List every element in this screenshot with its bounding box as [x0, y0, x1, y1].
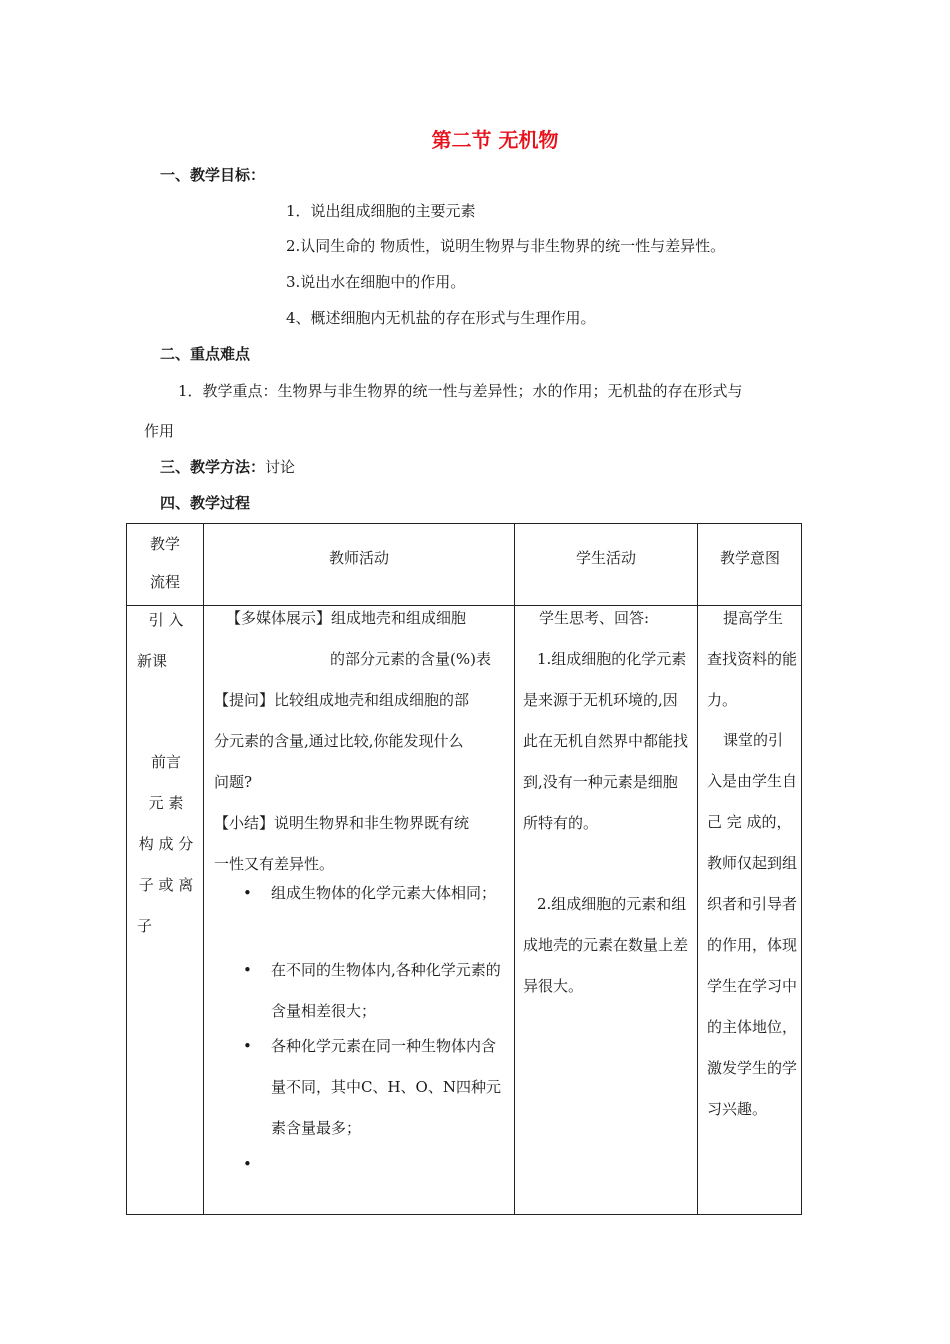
objective-item: 4、概述细胞内无机盐的存在形式与生理作用。 — [286, 309, 596, 327]
objective-item: 3.说出水在细胞中的作用。 — [286, 273, 466, 291]
header-teacher-activity: 教师活动 — [328, 549, 389, 567]
bullet-icon: • — [243, 961, 252, 979]
flow-label: 子 或 离 — [138, 876, 194, 894]
section-3-label: 三、教学方法： — [160, 458, 266, 476]
teacher-text: 【多媒体展示】组成地壳和组成细胞 — [226, 609, 467, 627]
intent-text-2: 课堂的引入是由学生自 己 完 成的，教师仅起到组织者和引导者的作用，体现学生在学习中的主体地位，激发学生的学习兴趣。 — [707, 731, 798, 1118]
student-answer-1: 1.组成细胞的化学元素是来源于无机环境的,因此在无机自然界中都能找到,没有一种元素是细胞所特有的。 — [523, 650, 689, 832]
header-student-activity: 学生活动 — [575, 549, 636, 567]
header-flow-line1: 教学 — [149, 535, 180, 553]
header-teaching-intent: 教学意图 — [719, 549, 780, 567]
bullet-icon: • — [243, 1037, 252, 1055]
flow-label: 元 素 — [148, 794, 184, 812]
bullet-text: 在不同的生物体内,各种化学元素的含量相差很大； — [271, 961, 501, 1020]
intent-text-1: 提高学生查找资料的能力。 — [707, 609, 798, 709]
section-2-heading: 二、重点难点 — [160, 345, 251, 363]
header-flow-line2: 流程 — [149, 573, 180, 591]
teacher-text: 分元素的含量,通过比较,你能发现什么 — [214, 732, 464, 750]
column-divider — [514, 524, 515, 1214]
section-4-heading: 四、教学过程 — [160, 494, 251, 512]
flow-label: 子 — [137, 917, 153, 935]
page-title: 第二节 无机物 — [431, 128, 559, 152]
teacher-text: 一性又有差异性。 — [214, 855, 335, 873]
key-points-line: 作用 — [144, 422, 175, 440]
section-1-heading: 一、教学目标： — [160, 166, 266, 184]
key-points-line: 1．教学重点：生物界与非生物界的统一性与差异性；水的作用；无机盐的存在形式与 — [178, 382, 743, 400]
teacher-text: 【提问】比较组成地壳和组成细胞的部 — [214, 691, 470, 709]
bullet-icon: • — [243, 884, 252, 902]
objective-item: 2.认同生命的 物质性，说明生物界与非生物界的统一性与差异性。 — [286, 237, 726, 255]
flow-label: 前言 — [150, 753, 181, 771]
student-intro: 学生思考、回答: — [539, 609, 650, 627]
teacher-text: 【小结】说明生物界和非生物界既有统 — [214, 814, 470, 832]
teacher-text: 问题? — [214, 773, 253, 791]
objective-item: 1．说出组成细胞的主要元素 — [286, 202, 476, 220]
teaching-method: 讨论 — [265, 458, 296, 476]
bullet-text: 组成生物体的化学元素大体相同； — [271, 884, 497, 902]
section-3-heading — [160, 456, 295, 477]
teacher-text: 的部分元素的含量(%)表 — [330, 650, 491, 668]
flow-label: 构 成 分 — [138, 835, 194, 853]
process-table — [126, 523, 802, 1215]
bullet-text: 各种化学元素在同一种生物体内含量不同，其中C、H、O、N四种元素含量最多； — [271, 1037, 501, 1137]
flow-label: 引 入 — [148, 611, 184, 629]
column-divider — [203, 524, 204, 1214]
student-answer-2: 2.组成细胞的元素和组成地壳的元素在数量上差异很大。 — [523, 895, 689, 995]
bullet-icon: • — [243, 1155, 252, 1173]
flow-label: 新课 — [137, 652, 168, 670]
